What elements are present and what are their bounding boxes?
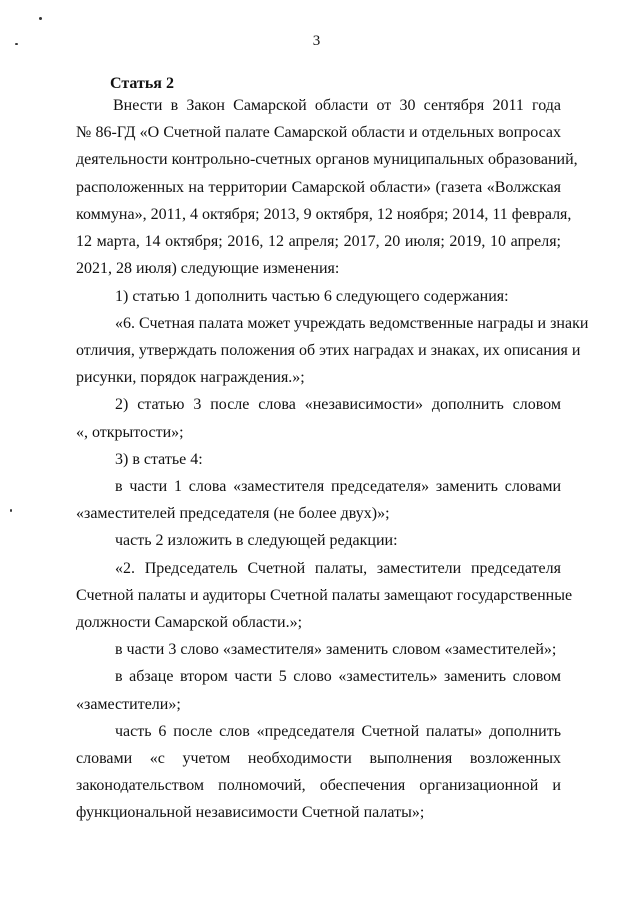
- article-title: Статья 2: [110, 75, 174, 92]
- text-line: «заместители»;: [76, 696, 181, 713]
- text-line: 3) в статье 4:: [115, 451, 203, 468]
- text-line: часть 6 после слов «председателя Счетной палаты» дополнить: [115, 723, 561, 740]
- text-line: должности Самарской области.»;: [76, 614, 303, 631]
- text-line: функциональной независимости Счетной палаты»;: [76, 804, 425, 821]
- text-line: в части 1 слова «заместителя председателя» заменить словами: [115, 478, 561, 495]
- text-line: словами «с учетом необходимости выполнения возложенных: [76, 750, 561, 767]
- scan-speck: [39, 17, 42, 20]
- text-line: № 86-ГД «О Счетной палате Самарской области и отдельных вопросах: [76, 124, 561, 141]
- text-line: 2) статью 3 после слова «независимости» дополнить словом: [115, 396, 561, 413]
- text-line: в абзаце втором части 5 слово «заместитель» заменить словом: [115, 668, 561, 685]
- text-line: рисунки, порядок награждения.»;: [76, 369, 305, 386]
- text-line: расположенных на территории Самарской области» (газета «Волжская: [76, 179, 561, 196]
- text-line: деятельности контрольно-счетных органов муниципальных образований,: [76, 151, 578, 168]
- text-line: законодательством полномочий, обеспечения организационной и: [76, 777, 561, 794]
- text-line: 2021, 28 июля) следующие изменения:: [76, 260, 340, 277]
- text-line: «6. Счетная палата может учреждать ведомственные награды и знаки: [115, 315, 589, 332]
- text-line: часть 2 изложить в следующей редакции:: [115, 532, 398, 549]
- text-line: 12 марта, 14 октября; 2016, 12 апреля; 2017, 20 июля; 2019, 10 апреля;: [76, 233, 561, 250]
- text-line: «заместителей председателя (не более двух)»;: [76, 505, 390, 522]
- text-line: Внести в Закон Самарской области от 30 сентября 2011 года: [113, 97, 561, 114]
- text-line: Счетной палаты и аудиторы Счетной палаты замещают государственные: [76, 587, 573, 604]
- text-line: «, открытости»;: [76, 424, 184, 441]
- page-number: 3: [312, 33, 321, 49]
- text-line: отличия, утверждать положения об этих наградах и знаках, их описания и: [76, 342, 581, 359]
- text-line: 1) статью 1 дополнить частью 6 следующего содержания:: [115, 288, 509, 305]
- text-line: «2. Председатель Счетной палаты, заместители председателя: [115, 560, 561, 577]
- text-line: в части 3 слово «заместителя» заменить словом «заместителей»;: [115, 641, 557, 658]
- scan-speck: [10, 509, 12, 512]
- text-line: коммуна», 2011, 4 октября; 2013, 9 октября, 12 ноября; 2014, 11 февраля,: [76, 206, 572, 223]
